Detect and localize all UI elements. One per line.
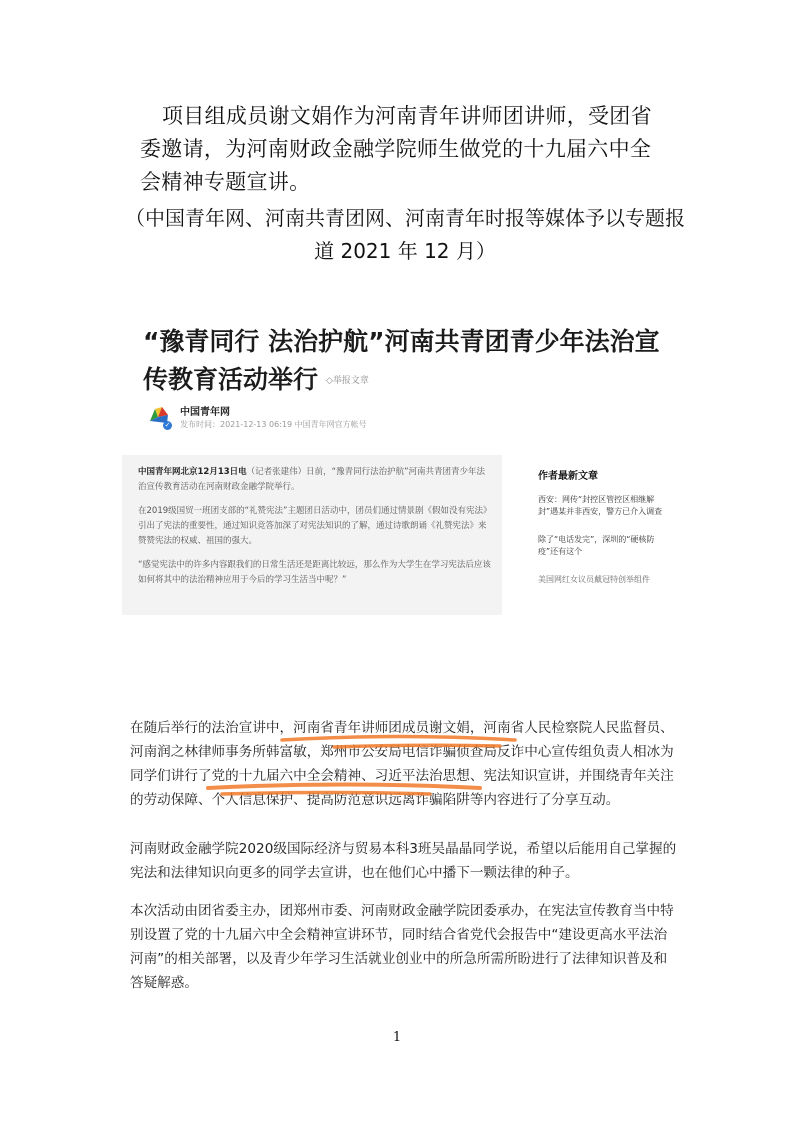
verified-badge-icon: ✓ — [164, 421, 171, 429]
article-paragraph: 河南财政金融学院2020级国际经济与贸易本科3班吴晶晶同学说，希望以后能用自己掌握的宪法和法律知识向更多的同学去宣讲，也在他们心中播下一颗法律的种子。 — [130, 841, 677, 881]
sidebar-article-link[interactable]: 西安：网传“封控区管控区相继解封”遇某并非西安，警方已介入调查 — [538, 495, 663, 516]
news-paragraph: 在2019级国贸一班团支部的“礼赞宪法”主题团日活动中，团员们通过情景剧《假如没有宪法》引出了宪法的重要性，通过知识竞答加深了对宪法知识的了解，通过诗歌朗诵《礼赞宪法》来赞赞宪法的权威、祖国的强大。 — [138, 506, 492, 546]
news-headline — [143, 323, 683, 400]
sidebar-article-link[interactable]: 除了“电话发完”，深圳的“硬核防疫”还有这个 — [538, 535, 655, 556]
media-source-note: （中国青年网、河南共青团网、河南青年时报等媒体予以专题报道 2021 年 12 月） — [125, 206, 685, 263]
headline-title: “豫青同行 法治护航”河南共青团青少年法治宣传教育活动举行 — [143, 327, 660, 394]
news-paragraph — [138, 465, 493, 495]
author-latest-articles — [538, 467, 670, 602]
sidebar-title: 作者最新文章 — [538, 471, 598, 482]
publish-meta: 发布时间：2021-12-13 06:19 中国青年网官方帐号 — [180, 420, 367, 429]
article-body — [130, 716, 680, 1009]
sidebar-article-link[interactable]: 美国网红女议员戴冠特创举组件 — [538, 575, 650, 584]
report-article-link[interactable]: ◇举报文章 — [326, 376, 369, 386]
article-paragraph: 本次活动由团省委主办，团郑州市委、河南财政金融学院团委承办，在宪法宣传教育当中特别设置了党的十九届六中全会精神宣讲环节，同时结合省党代会报告中“建设更高水平法治河南”的相关部署，以及青少年学习生活就业创业中的所急所需所盼进行了法律知识普及和答疑解惑。 — [130, 903, 674, 991]
news-lead: （记者张建伟）日前，“豫青同行法治护航”河南共青团青少年法治宣传教育活动在河南财政金融学院举行。 — [138, 467, 485, 492]
news-excerpt — [138, 465, 493, 597]
page-number: 1 — [392, 1030, 402, 1045]
news-dateline: 中国青年网北京12月13日电 — [138, 467, 247, 477]
article-paragraph: 在随后举行的法治宣讲中，河南省青年讲师团成员谢文娟，河南省人民检察院人民监督员、河南润之林律师事务所韩富敏，郑州市公安局电信诈骗侦查局反诈中心宣传组负责人相冰为同学们讲行了党的十九届六中全会精神、习近平法治思想、宪法知识宣讲，并围绕青年关注的劳动保障、个人信息保护、提高防范意识远离诈骗陷阱等内容进行了分享互动。 — [130, 720, 674, 808]
news-paragraph: “感觉宪法中的许多内容跟我们的日常生活还是距离比较远，那么作为大学生在学习宪法后应该如何将其中的法治精神应用于今后的学习生活当中呢？” — [138, 560, 491, 585]
source-account-name[interactable]: 中国青年网 — [180, 407, 230, 418]
intro-paragraph: 项目组成员谢文娟作为河南青年讲师团讲师，受团省委邀请，为河南财政金融学院师生做党的十九届六中全会精神专题宣讲。 — [140, 104, 652, 194]
